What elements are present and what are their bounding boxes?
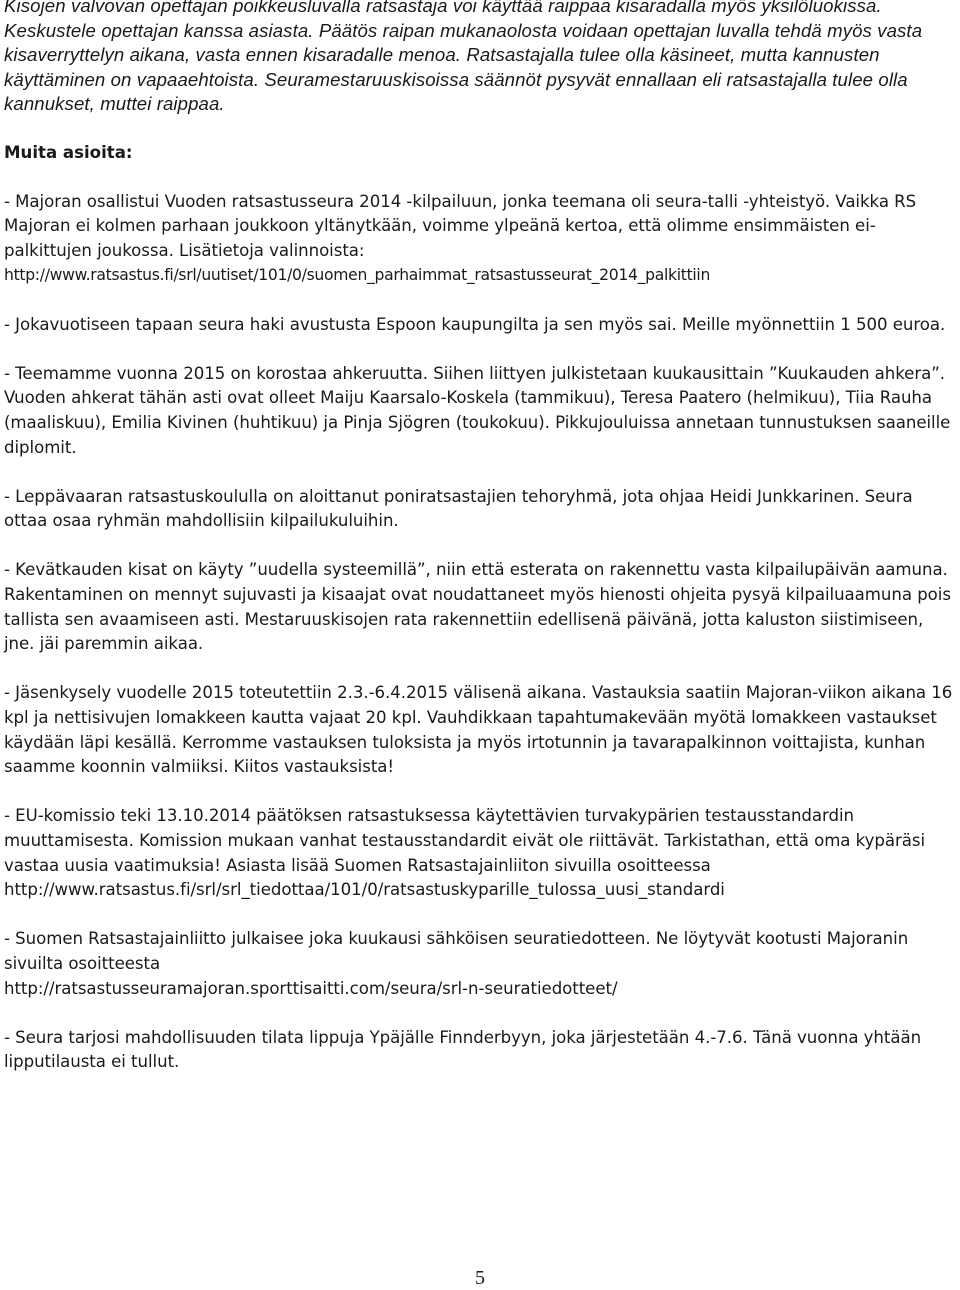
intro-text: Kisojen valvovan opettajan poikkeusluvalla ratsastaja voi käyttää raippaa kisaradalla myös yksilöluokissa. Keskustele opettajan kanssa asiasta. Päätös raipan mukanaolosta voidaan opettajan luvalla tehdä myös vasta kisaverryttelyn aikana, vasta ennen kisaradalle menoa. Ratsastajalla tulee olla käsineet, mutta kannusten käyttäminen on vapaaehtoista. Seuramestaruuskisoissa säännöt pysyvät ennallaan eli ratsastajalla tulee olla kannukset, muttei raippaa. xyxy=(4,0,923,115)
document-page xyxy=(4,0,956,1075)
item-avustus: - Jokavuotiseen tapaan seura haki avustusta Espoon kaupungilta ja sen myös sai. Meille myönnettiin 1 500 euroa. xyxy=(4,314,946,334)
link-vuoden-ratsastusseura[interactable]: http://www.ratsastus.fi/srl/uutiset/101/0/suomen_parhaimmat_ratsastusseurat_2014_palkittiin xyxy=(4,266,711,285)
item-ahkeruus: - Teemamme vuonna 2015 on korostaa ahkeruutta. Siihen liittyen julkistetaan kuukausittain ”Kuukauden ahkera”. Vuoden ahkerat tähän asti ovat olleet Maiju Kaarsalo-Koskela (tammikuu), Teresa Paatero (helmikuu), Tiia Rauha (maaliskuu), Emilia Kivinen (huhtikuu) ja Pinja Sjögren (toukokuu). Pikkujouluissa annetaan tunnustuksen saaneille diplomit. xyxy=(4,363,951,457)
item-text: - EU-komissio teki 13.10.2014 päätöksen ratsastuksessa käytettävien turvakypärien testausstandardin muuttamisesta. Komission mukaan vanhat testausstandardit eivät ole riittävät. Tarkistathan, että oma kypäräsi vastaa uusia vaatimuksia! Asiasta lisää Suomen Ratsastajainliiton sivuilla osoitteessa xyxy=(4,806,926,875)
intro-paragraph xyxy=(4,0,956,117)
item-text: - Majoran osallistui Vuoden ratsastusseura 2014 -kilpailuun, jonka teemana oli seura-talli -yhteistyö. Vaikka RS Majoran ei kolmen parhaan joukkoon yltänytkään, voimme ylpeänä kertoa, että olimme ensimmäisten ei-palkittujen joukossa. Lisätietoja valinnoista: xyxy=(4,191,917,260)
link-kyparastandardi[interactable]: http://www.ratsastus.fi/srl/srl_tiedottaa/101/0/ratsastuskyparille_tulossa_uusi_standardi xyxy=(4,880,725,900)
section-heading: Muita asioita: xyxy=(4,142,133,162)
item-seuratiedote xyxy=(4,927,956,1001)
item-tehoryhma: - Leppävaaran ratsastuskoululla on aloittanut poniratsastajien tehoryhmä, jota ohjaa Heidi Junkkarinen. Seura ottaa osaa ryhmän mahdollisiin kilpailukuluihin. xyxy=(4,486,913,531)
link-seuratiedotteet[interactable]: http://ratsastusseuramajoran.sporttisaitti.com/seura/srl-n-seuratiedotteet/ xyxy=(4,978,618,998)
item-text: - Suomen Ratsastajainliitto julkaisee joka kuukausi sähköisen seuratiedotteen. Ne löytyvät kootusti Majoranin sivuilta osoitteesta xyxy=(4,929,909,973)
item-finnderby: - Seura tarjosi mahdollisuuden tilata lippuja Ypäjälle Finnderbyyn, joka järjestetään 4.-7.6. Tänä vuonna yhtään lipputilausta ei tullut. xyxy=(4,1027,922,1072)
item-kyparastandardi xyxy=(4,804,956,902)
item-vuoden-ratsastusseura xyxy=(4,190,956,288)
item-kevatkauden-kisat: - Kevätkauden kisat on käyty ”uudella systeemillä”, niin että esterata on rakennettu vasta kilpailupäivän aamuna. Rakentaminen on mennyt sujuvasti ja kisaajat ovat noudattaneet myös hienosti ohjeita pysyä kilpailuaamuna pois tallista sen avaamiseen asti. Mestaruuskisojen rata rakennettiin edellisenä päivänä, jotta kaluston siistimiseen, jne. jäi paremmin aikaa. xyxy=(4,560,951,654)
page-number: 5 xyxy=(475,1267,485,1289)
item-jasenkysely: - Jäsenkysely vuodelle 2015 toteutettiin 2.3.-6.4.2015 välisenä aikana. Vastauksia saatiin Majoran-viikon aikana 16 kpl ja nettisivujen lomakkeen kautta vajaat 20 kpl. Vauhdikkaan tapahtumakevään myötä lomakkeen vastaukset käydään läpi kesällä. Kerromme vastauksen tuloksista ja myös irtotunnin ja tavarapalkinnon voittajista, kunhan saamme koonnin valmiiksi. Kiitos vastauksista! xyxy=(4,683,953,777)
